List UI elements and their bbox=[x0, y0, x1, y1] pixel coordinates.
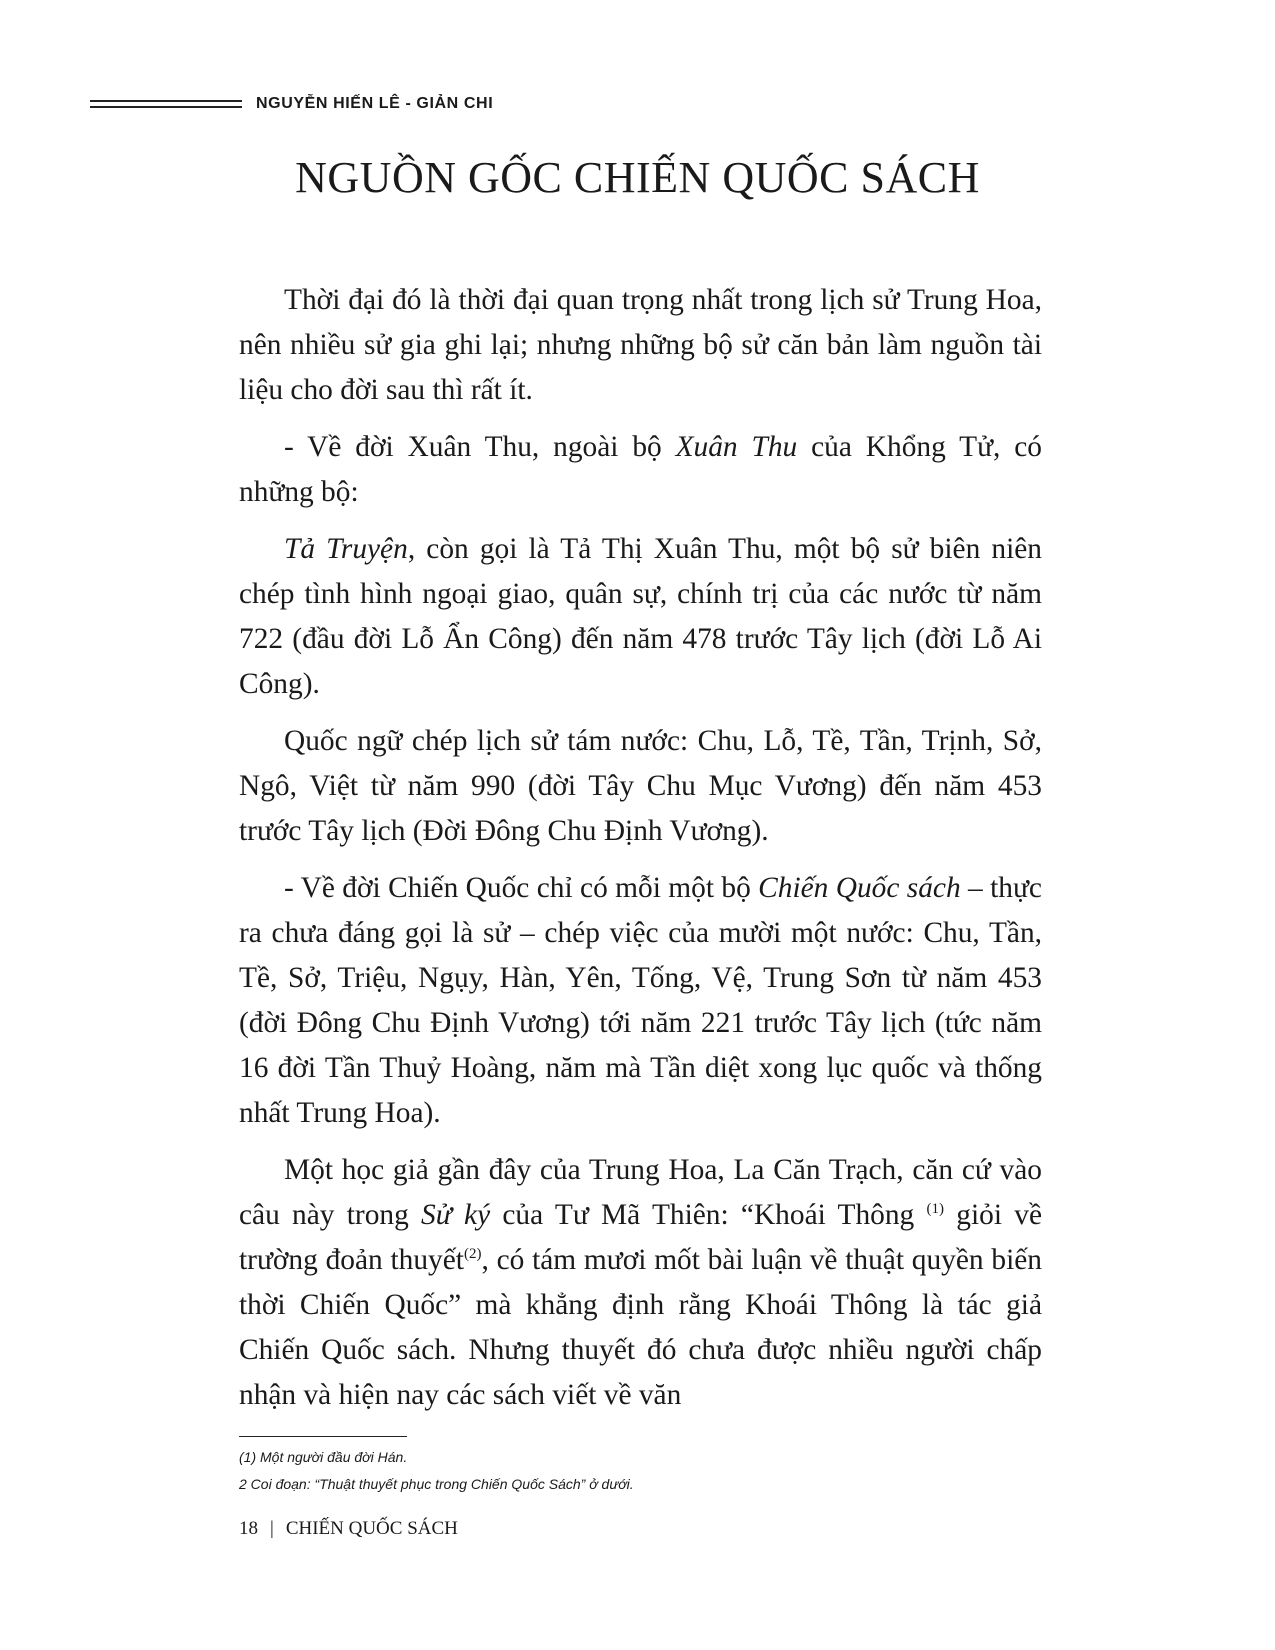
chapter-title: NGUỒN GỐC CHIẾN QUỐC SÁCH bbox=[295, 153, 980, 202]
text-run: - Về đời Xuân Thu, ngoài bộ bbox=[284, 431, 676, 463]
text-run: - Về đời Chiến Quốc chỉ có mỗi một bộ bbox=[284, 872, 759, 904]
body-text bbox=[239, 278, 1042, 1430]
text-run: của Tư Mã Thiên: “Khoái Thông bbox=[490, 1199, 927, 1231]
footer-book-title: CHIẾN QUỐC SÁCH bbox=[285, 1518, 458, 1539]
page-footer bbox=[239, 1518, 458, 1540]
paragraph-1: Thời đại đó là thời đại quan trọng nhất trong lịch sử Trung Hoa, nên nhiều sử gia ghi lại; nhưng những bộ sử căn bản làm nguồn tài liệu cho đời sau thì rất ít. bbox=[239, 284, 1042, 406]
footnote-marker-1[interactable]: (1) bbox=[926, 1201, 945, 1217]
text-run: , còn gọi là Tả Thị Xuân Thu, một bộ sử biên niên chép tình hình ngoại giao, quân sự, chính trị của các nước từ năm 722 (đầu đời Lỗ Ẩn Công) đến năm 478 trước Tây lịch (đời Lỗ Ai Công). bbox=[239, 533, 1043, 700]
text-run: của Khổng Tử, có những bộ: bbox=[239, 431, 1042, 508]
running-header bbox=[90, 92, 493, 116]
text-run: – thực ra chưa đáng gọi là sử – chép việc của mười một nước: Chu, Tần, Tề, Sở, Triệu, Ngụy, Hàn, Yên, Tống, Vệ, Trung Sơn từ năm 453 (đời Đông Chu Định Vương) tới năm 221 trước Tây lịch (tức năm 16 đời Tần Thuỷ Hoàng, năm mà Tần diệt xong lục quốc và thống nhất Trung Hoa). bbox=[239, 872, 1042, 1129]
footnotes bbox=[239, 1444, 634, 1498]
footnote-divider bbox=[239, 1436, 407, 1437]
paragraph-3 bbox=[239, 527, 1042, 707]
text-run: Một học giả gần đây của Trung Hoa, La Căn Trạch, căn cứ vào câu này trong bbox=[239, 1154, 1042, 1231]
header-double-rule bbox=[90, 100, 242, 108]
paragraph-2 bbox=[239, 425, 1042, 515]
italic-title: Tả Truyện bbox=[284, 533, 408, 565]
footnote-2: 2 Coi đoạn: “Thuật thuyết phục trong Chiến Quốc Sách” ở dưới. bbox=[239, 1476, 634, 1492]
italic-title: Sử ký bbox=[421, 1199, 491, 1231]
running-title: NGUYỄN HIẾN LÊ - GIẢN CHI bbox=[256, 95, 494, 112]
paragraph-6 bbox=[239, 1148, 1042, 1418]
text-run: giỏi về trường đoản thuyết bbox=[239, 1199, 1042, 1276]
italic-title: Chiến Quốc sách bbox=[758, 872, 961, 904]
page-number: 18 bbox=[239, 1518, 258, 1539]
paragraph-5 bbox=[239, 866, 1042, 1136]
footer-separator: | bbox=[270, 1518, 274, 1539]
text-run: , có tám mươi mốt bài luận về thuật quyền biến thời Chiến Quốc” mà khẳng định rằng Khoái Thông là tác giả Chiến Quốc sách. Nhưng thuyết đó chưa được nhiều người chấp nhận và hiện nay các sách viết về văn bbox=[239, 1244, 1042, 1411]
paragraph-4: Quốc ngữ chép lịch sử tám nước: Chu, Lỗ, Tề, Tần, Trịnh, Sở, Ngô, Việt từ năm 990 (đời Tây Chu Mục Vương) đến năm 453 trước Tây lịch (Đời Đông Chu Định Vương). bbox=[239, 725, 1042, 847]
footnote-1: (1) Một người đầu đời Hán. bbox=[239, 1449, 408, 1465]
italic-title: Xuân Thu bbox=[675, 431, 798, 463]
footnote-marker-2[interactable]: (2) bbox=[463, 1246, 482, 1262]
